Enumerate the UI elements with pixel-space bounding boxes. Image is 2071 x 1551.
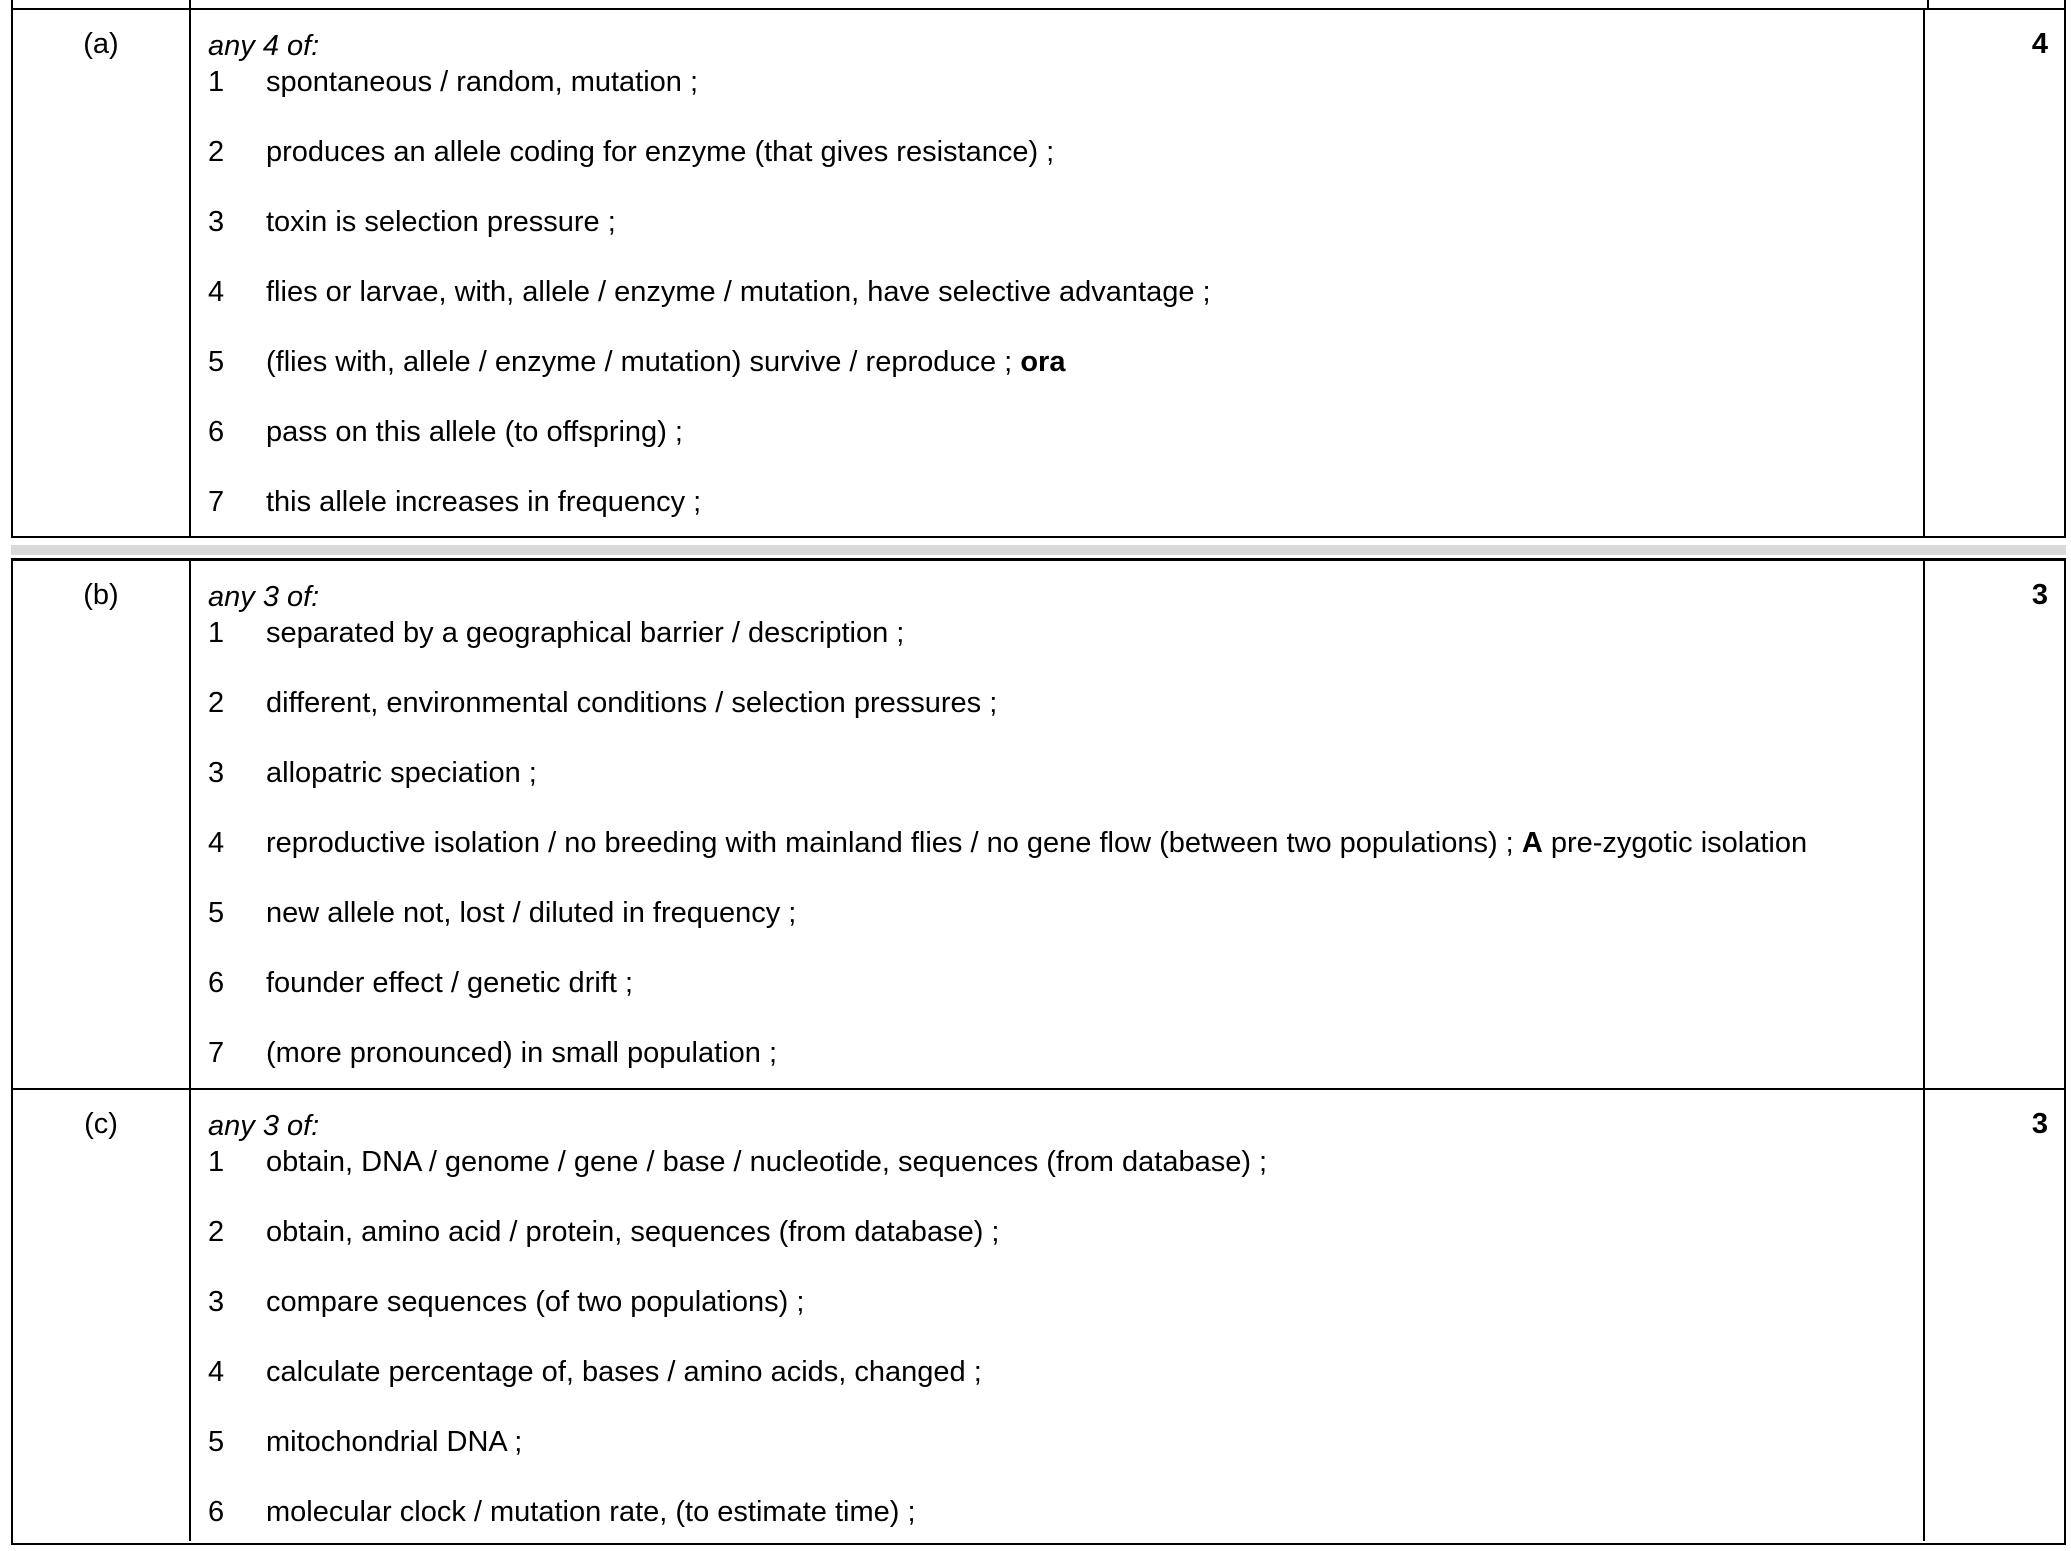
marks-value: 3 xyxy=(2031,1108,2048,1140)
item-number: 1 xyxy=(208,617,225,649)
ora-marker: ora xyxy=(1020,346,1066,378)
accept-marker: A xyxy=(1521,827,1543,859)
part-label: (a) xyxy=(13,10,191,536)
list-item xyxy=(208,755,1923,791)
item-number: 6 xyxy=(208,1496,225,1528)
item-number: 5 xyxy=(208,346,225,378)
item-number: 4 xyxy=(208,827,225,859)
item-text: reproductive isolation / no breeding with mainland flies / no gene flow (between two populations) ; xyxy=(266,827,1514,859)
list-item xyxy=(208,134,1923,170)
list-item xyxy=(208,204,1923,240)
item-text: compare sequences (of two populations) ; xyxy=(266,1286,805,1318)
item-number: 1 xyxy=(208,66,225,98)
mark-scheme-table-bc xyxy=(11,558,2066,1545)
part-label: (b) xyxy=(13,561,191,1088)
part-label: (c) xyxy=(13,1090,191,1541)
item-text: toxin is selection pressure ; xyxy=(266,206,616,238)
list-item xyxy=(208,1284,1923,1320)
item-number: 7 xyxy=(208,486,225,518)
list-item xyxy=(208,685,1923,721)
item-text: flies or larvae, with, allele / enzyme / mutation, have selective advantage ; xyxy=(266,276,1211,308)
marks-value: 4 xyxy=(2031,28,2048,60)
list-item xyxy=(208,484,1923,520)
item-number: 3 xyxy=(208,1286,225,1318)
item-text: new allele not, lost / diluted in frequency ; xyxy=(266,897,797,929)
item-text: calculate percentage of, bases / amino acids, changed ; xyxy=(266,1356,982,1388)
item-number: 3 xyxy=(208,757,225,789)
item-number: 2 xyxy=(208,687,225,719)
list-item xyxy=(208,1354,1923,1390)
list-item xyxy=(208,825,1923,861)
list-item xyxy=(208,895,1923,931)
answer-cell xyxy=(191,10,1925,536)
item-text: (flies with, allele / enzyme / mutation) survive / reproduce ; xyxy=(266,346,1013,378)
item-number: 3 xyxy=(208,206,225,238)
marks-value: 3 xyxy=(2031,579,2048,611)
list-item xyxy=(208,615,1923,651)
item-text: obtain, amino acid / protein, sequences (from database) ; xyxy=(266,1216,1000,1248)
item-text: spontaneous / random, mutation ; xyxy=(266,66,699,98)
item-text: this allele increases in frequency ; xyxy=(266,486,702,518)
item-text: allopatric speciation ; xyxy=(266,757,537,789)
item-number: 2 xyxy=(208,1216,225,1248)
item-number: 4 xyxy=(208,276,225,308)
item-number: 1 xyxy=(208,1146,225,1178)
answer-intro: any 3 of: xyxy=(208,1110,320,1142)
table-row xyxy=(13,561,2064,1088)
item-number: 4 xyxy=(208,1356,225,1388)
item-number: 7 xyxy=(208,1037,225,1069)
list-item xyxy=(208,965,1923,1001)
page-break xyxy=(11,545,2066,555)
list-item xyxy=(208,1144,1923,1180)
table-row xyxy=(13,10,2064,536)
answer-intro: any 4 of: xyxy=(208,30,320,62)
item-text: obtain, DNA / genome / gene / base / nucleotide, sequences (from database) ; xyxy=(266,1146,1268,1178)
item-text: separated by a geographical barrier / description ; xyxy=(266,617,905,649)
item-text: molecular clock / mutation rate, (to estimate time) ; xyxy=(266,1496,916,1528)
item-number: 5 xyxy=(208,897,225,929)
item-number: 2 xyxy=(208,136,225,168)
list-item xyxy=(208,1424,1923,1460)
item-text: produces an allele coding for enzyme (that gives resistance) ; xyxy=(266,136,1055,168)
item-number: 6 xyxy=(208,416,225,448)
list-item xyxy=(208,344,1923,380)
item-text: pass on this allele (to offspring) ; xyxy=(266,416,683,448)
list-item xyxy=(208,1494,1923,1530)
answer-intro: any 3 of: xyxy=(208,581,320,613)
accept-text: pre-zygotic isolation xyxy=(1550,827,1808,859)
item-text: different, environmental conditions / selection pressures ; xyxy=(266,687,998,719)
mark-scheme-table-a xyxy=(11,8,2066,538)
list-item xyxy=(208,1214,1923,1250)
item-text: founder effect / genetic drift ; xyxy=(266,967,634,999)
item-number: 5 xyxy=(208,1426,225,1458)
list-item xyxy=(208,274,1923,310)
item-text: mitochondrial DNA ; xyxy=(266,1426,523,1458)
table-row xyxy=(13,1088,2064,1541)
list-item xyxy=(208,64,1923,100)
list-item xyxy=(208,1035,1923,1071)
list-item xyxy=(208,414,1923,450)
item-text: (more pronounced) in small population ; xyxy=(266,1037,777,1069)
item-number: 6 xyxy=(208,967,225,999)
answer-cell xyxy=(191,1090,1925,1541)
answer-cell xyxy=(191,561,1925,1088)
